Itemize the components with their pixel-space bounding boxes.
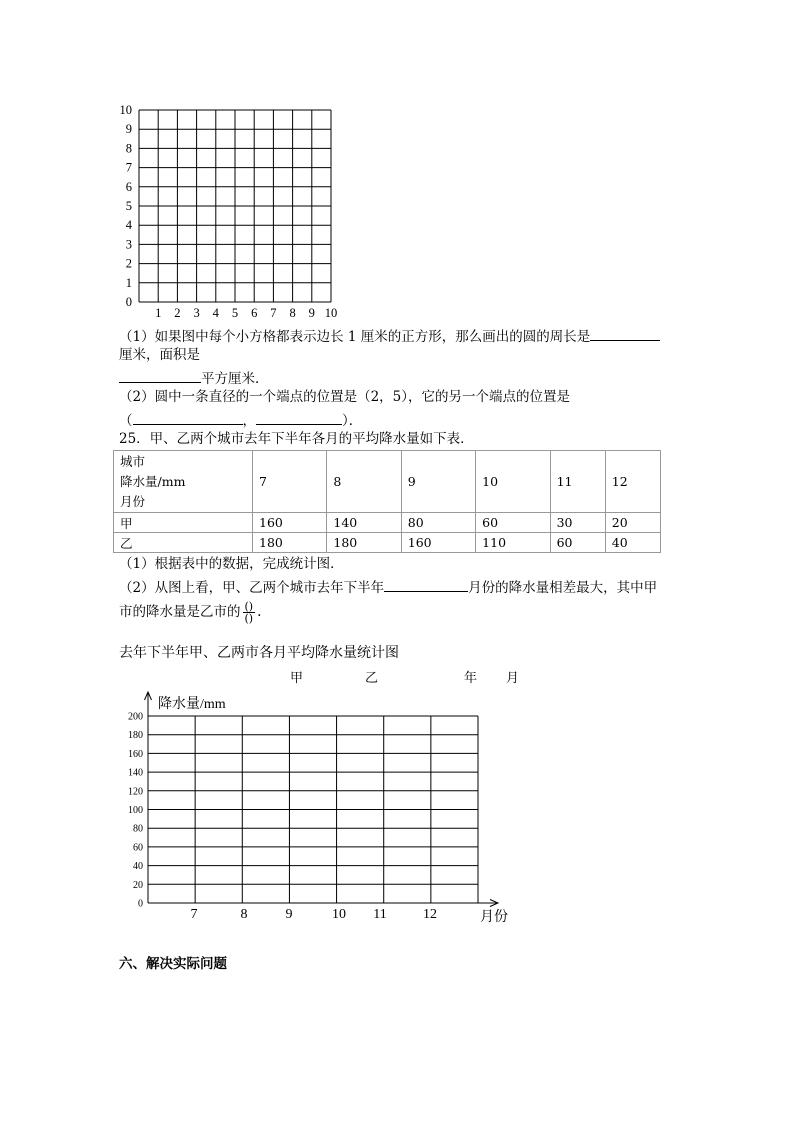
rainfall-chart bbox=[110, 688, 520, 930]
q2-line1: （2）圆中一条直径的一个端点的位置是（2，5），它的另一个端点的位置是 bbox=[119, 389, 571, 405]
y-axis-label: 降水量/mm bbox=[158, 697, 226, 712]
q25-part1: （1）根据表中的数据，完成统计图． bbox=[119, 556, 344, 572]
fraction-denominator[interactable]: () bbox=[244, 612, 254, 625]
month-cell: 9 bbox=[401, 451, 475, 513]
grid-x-label: 9 bbox=[308, 306, 315, 320]
table-row-yi bbox=[114, 533, 661, 553]
q25-part2-suffix: 月份的降水量相差最大，其中甲 bbox=[468, 580, 658, 596]
table-cell: 180 bbox=[253, 533, 327, 553]
y-tick-label: 60 bbox=[133, 842, 143, 854]
q25-part2-line1 bbox=[119, 579, 657, 596]
grid-x-label: 5 bbox=[231, 306, 239, 320]
q2-close-paren: ）． bbox=[342, 413, 363, 429]
y-tick-label: 20 bbox=[133, 879, 143, 891]
section-6-title: 六、解决实际问题 bbox=[119, 956, 227, 972]
chart-title: 去年下半年甲、乙两市各月平均降水量统计图 bbox=[119, 645, 399, 661]
table-header-row bbox=[114, 451, 661, 513]
month-blank[interactable] bbox=[384, 579, 468, 592]
grid-y-label: 2 bbox=[125, 256, 132, 271]
table-cell: 140 bbox=[327, 513, 401, 533]
month-cell: 10 bbox=[476, 451, 550, 513]
problem-25-title: 25．甲、乙两个城市去年下半年各月的平均降水量如下表． bbox=[119, 431, 474, 447]
y-tick-label: 0 bbox=[138, 898, 143, 910]
y-tick-label: 120 bbox=[128, 786, 143, 798]
coordinate-grid bbox=[110, 100, 350, 322]
circumference-blank[interactable] bbox=[590, 328, 660, 341]
q25-part2-line2 bbox=[119, 601, 261, 624]
grid-x-label: 10 bbox=[324, 306, 338, 320]
table-cell: 110 bbox=[476, 533, 550, 553]
x-tick-label: 8 bbox=[240, 907, 248, 922]
month-cell: 12 bbox=[605, 451, 660, 513]
grid-x-label: 1 bbox=[155, 306, 162, 320]
y-tick-label: 200 bbox=[128, 711, 143, 723]
table-cell: 80 bbox=[401, 513, 475, 533]
q25-part2-line2-text: 市的降水量是乙市的 bbox=[119, 604, 241, 620]
rainfall-table bbox=[113, 450, 661, 553]
q2-comma: ， bbox=[242, 413, 256, 429]
grid-y-label: 9 bbox=[125, 122, 132, 137]
table-cell: 40 bbox=[605, 533, 660, 553]
grid-y-label: 1 bbox=[125, 275, 132, 290]
endpoint-y-blank[interactable] bbox=[256, 412, 342, 425]
q2-line2 bbox=[119, 412, 362, 429]
table-corner-header bbox=[114, 451, 253, 513]
grid-y-label: 3 bbox=[125, 237, 132, 252]
table-row-jia bbox=[114, 513, 661, 533]
y-tick-label: 160 bbox=[128, 748, 143, 760]
grid-y-label: 7 bbox=[125, 160, 132, 175]
endpoint-x-blank[interactable] bbox=[133, 412, 243, 425]
x-tick-label: 12 bbox=[423, 907, 437, 922]
legend-label-yi: 乙 bbox=[365, 671, 379, 686]
row-label: 甲 bbox=[114, 513, 253, 533]
x-tick-label: 11 bbox=[373, 907, 387, 922]
grid-x-label: 4 bbox=[212, 306, 219, 320]
grid-x-label: 3 bbox=[193, 306, 200, 320]
q1-line2: 厘米，面积是 bbox=[119, 347, 200, 363]
legend-label-year: 年 bbox=[464, 671, 478, 686]
table-cell: 160 bbox=[401, 533, 475, 553]
x-tick-label: 10 bbox=[332, 907, 346, 922]
table-cell: 30 bbox=[550, 513, 605, 533]
table-cell: 60 bbox=[550, 533, 605, 553]
q25-part2-period: . bbox=[257, 604, 262, 620]
grid-x-label: 6 bbox=[251, 306, 258, 320]
legend-label-jia: 甲 bbox=[290, 671, 304, 686]
table-cell: 20 bbox=[605, 513, 660, 533]
q2-open-paren: （ bbox=[119, 413, 133, 429]
grid-x-label: 8 bbox=[289, 306, 296, 320]
table-cell: 180 bbox=[327, 533, 401, 553]
area-unit: 平方厘米． bbox=[201, 371, 269, 387]
q1-line1 bbox=[119, 328, 660, 345]
month-cell: 7 bbox=[253, 451, 327, 513]
y-tick-label: 140 bbox=[128, 767, 143, 779]
fraction-blank[interactable] bbox=[243, 601, 256, 624]
grid-x-label: 2 bbox=[174, 306, 181, 320]
legend-label-month: 月 bbox=[506, 671, 520, 686]
month-cell: 8 bbox=[327, 451, 401, 513]
x-axis-label: 月份 bbox=[480, 910, 508, 925]
table-cell: 160 bbox=[253, 513, 327, 533]
grid-y-label: 8 bbox=[125, 141, 132, 156]
area-blank[interactable] bbox=[119, 370, 201, 383]
q1-text: （1）如果图中每个小方格都表示边长 1 厘米的正方形，那么画出的圆的周长是 bbox=[119, 329, 591, 345]
table-cell: 60 bbox=[476, 513, 550, 533]
header-city: 城市 bbox=[120, 453, 146, 469]
x-tick-label: 9 bbox=[285, 907, 293, 922]
grid-x-label: 7 bbox=[270, 306, 277, 320]
header-rainfall: 降水量/mm bbox=[120, 473, 186, 489]
y-tick-label: 80 bbox=[133, 823, 143, 835]
grid-y-label: 5 bbox=[125, 199, 132, 213]
q25-part2-prefix: （2）从图上看，甲、乙两个城市去年下半年 bbox=[119, 580, 385, 596]
grid-y-label: 0 bbox=[125, 295, 132, 309]
grid-y-label: 6 bbox=[125, 179, 132, 194]
x-tick-label: 7 bbox=[190, 907, 198, 922]
q1-line3 bbox=[119, 370, 269, 387]
header-month: 月份 bbox=[120, 493, 146, 509]
row-label: 乙 bbox=[114, 533, 253, 553]
y-tick-label: 100 bbox=[128, 805, 143, 816]
y-tick-label: 180 bbox=[128, 730, 143, 742]
grid-y-label: 4 bbox=[125, 218, 132, 233]
grid-y-label: 10 bbox=[119, 103, 132, 117]
fraction-numerator[interactable]: () bbox=[244, 600, 254, 613]
y-tick-label: 40 bbox=[133, 861, 143, 873]
month-cell: 11 bbox=[550, 451, 605, 513]
